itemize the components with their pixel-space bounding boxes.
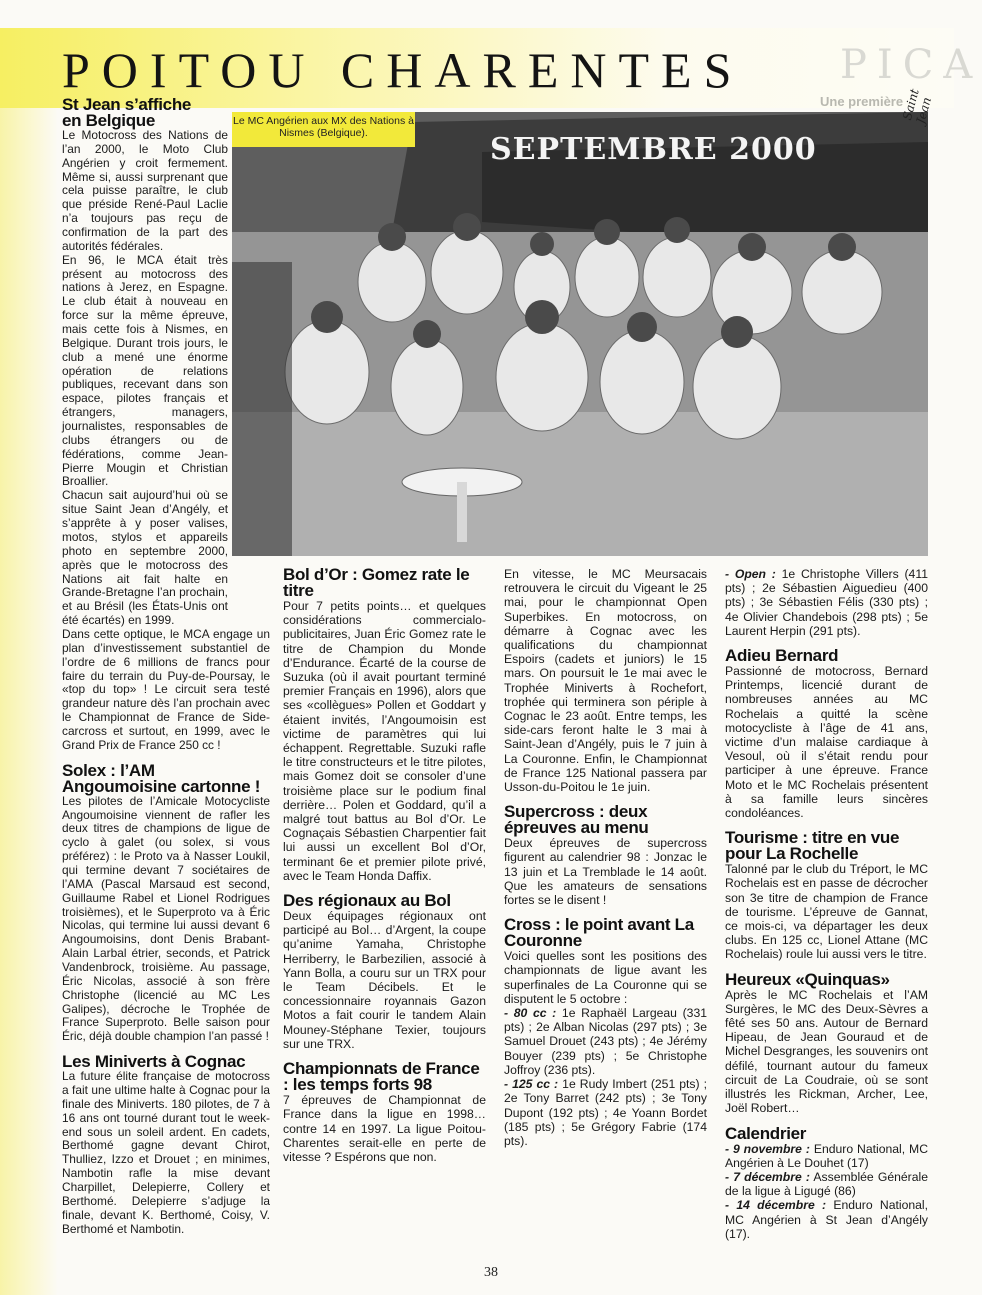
st-jean-para-1: Le Motocross des Nations de l’an 2000, le Moto Club Angérien y croit fermement. Même si, aussi surprenant que cela puisse paraître, le club que préside René-Paul Laclie n’a toujours pas reçu de confirmation de la part des autorités fédérales. xyxy=(62,128,228,253)
cross-open-body: 1e Christophe Villers (411 pts) ; 2e Sébastien Aiguedieu (400 pts) ; 3e Sébastien Félis (330 pts) ; 4e Olivier Chandebois (298 pts) ; 5e Laurent Herpin (291 pts). xyxy=(725,567,928,638)
cross-80cc-body: 1e Raphaël Largeau (331 pts) ; 2e Alban Nicolas (297 pts) ; 3e Samuel Drouet (243 pts) ; 4e Jérémy Bouyer (239 pts) ; 5e Christophe Joffroy (236 pts). xyxy=(504,1006,708,1077)
ghost-next-page-title: PICA xyxy=(840,42,982,88)
team-photo-illustration xyxy=(232,112,928,556)
calendrier-event-3-body: Enduro National, MC Angérien à St Jean d’Angély (17). xyxy=(725,1198,928,1241)
championnats-body-2: En vitesse, le MC Meursacais retrouvera le circuit du Vigeant le 25 mai, pour le championnat Open Superbikes. En motocross, on démarre à Cognac avec les qualifications du championnat Espoirs (cadets et juniors) le 15 mars. On poursuit le 1e mai avec le Trophée Miniverts à Rochefort, trophée qui terminera son périple à Cognac le 23 août. Entre temps, les side-cars feront halte le 3 mai à Saint-Jean d’Angély, puis le 7 juin à La Couronne. Enfin, le Championnat de France 125 National passera par Usson-du-Poitou le 1e juin. xyxy=(504,567,707,795)
column-1 xyxy=(62,97,270,1236)
calendrier-event-1-date: - 9 novembre : xyxy=(725,1141,810,1156)
st-jean-para-2: En 96, le MCA était très présent au motocross des nations à Jerez, en Espagne. Le club était à nouveau en force sur la même épreuve, mais cette fois à Nismes, en Belgique. Durant trois jours, le club a mené une énorme opération de relations publiques, recevant dans son espace, pilotes français et étrangers, managers, journalistes, responsables de clubs étrangers ou de fédérations, comme Jean-Pierre Mougin et Christian Broallier. xyxy=(62,252,228,489)
heading-solex: Solex : l’AM Angoumoisine cartonne ! xyxy=(62,760,261,796)
calendrier-event-2 xyxy=(725,1170,928,1198)
column-3 xyxy=(504,567,707,1148)
cross-125cc-label: - 125 cc : xyxy=(504,1077,559,1092)
heading-miniverts: Les Miniverts à Cognac xyxy=(62,1052,246,1072)
calendrier-event-2-date: - 7 décembre : xyxy=(725,1169,810,1184)
heading-cross: Cross : le point avant La Couronne xyxy=(504,915,694,951)
solex-body: Les pilotes de l’Amicale Motocycliste Angoumoisine viennent de rafler les deux titres de champions de ligue de cyclo à galet (ou solex, si vous préférez) : le Proto va à Nasser Loukil, qui termine devant 7 sociétaires de l’AMA (Pascal Marsaud est second, Guillaume Rabel et Lionel Rodrigues troisièmes), et le Superproto va à Éric Nicolas, qui termine lui aussi devant 6 Angoumoisins, dont Denis Brabant-Alain Larbal étrier, seconds, et Patrick Vandenbrock, troisième. Au passage, Éric Nicolas, associé à son frère Christophe (licencié au MC Les Galipes), décroche le Trophée de France Superproto. Belle saison pour Éric, déjà double champion l’an passé ! xyxy=(62,793,270,1044)
page-title: POITOU CHARENTES xyxy=(62,42,744,98)
cross-80cc xyxy=(504,1006,707,1077)
st-jean-para-4: Dans cette optique, le MCA engage un plan d’investissement substantiel de l’ordre de 6 millions de francs pour faire du terrain du Puy-de-Poursay, le «top du top» ! Le circuit sera testé grandeur nature dès l’an prochain avec le Championnat de France de Side-carcross et surtout, en 1999, avec le Grand Prix de France 250 cc ! xyxy=(62,626,270,752)
column-4 xyxy=(725,567,928,1241)
heading-championnats: Championnats de France : les temps forts 98 xyxy=(283,1059,480,1095)
st-jean-para-3: Chacun sait aujourd’hui où se situe Saint Jean d’Angély, et s’apprête à y poser valises, motos, stylos et appareils photo en septembre 2000, après que le motocross des Nations ait fait halte en Grande-Bretagne l’an prochain, et au Brésil (les États-Unis ont été écartés) en 1999. xyxy=(62,488,228,628)
photo-caption: Le MC Angérien aux MX des Nations à Nismes (Belgique). xyxy=(232,112,415,147)
heading-quinquas: Heureux «Quinquas» xyxy=(725,969,890,989)
calendrier-event-2-body: Assemblée Générale de la ligue à Ligugé (86) xyxy=(725,1169,928,1199)
page-number: 38 xyxy=(484,1265,498,1280)
column-2 xyxy=(283,567,486,1164)
tourisme-body: Talonné par le club du Tréport, le MC Rochelais est en passe de décrocher son 3e titre de champion de France de tourisme. L’épreuve de Gannat, ce mois-ci, va départager les deux clubs. En 125 cc, Lionel Attane (MC Rochelais) roule lui aussi vers le titre. xyxy=(725,862,928,962)
heading-regionaux: Des régionaux au Bol xyxy=(283,891,451,911)
calendrier-event-1-body: Enduro National, MC Angérien à Le Douhet (17) xyxy=(725,1141,928,1170)
heading-calendrier: Calendrier xyxy=(725,1123,807,1143)
calendrier-event-3-date: - 14 décembre : xyxy=(725,1198,827,1213)
cross-intro: Voici quelles sont les positions des championnats de ligue avant les superfinales de La Couronne qui se disputent le 5 octobre : xyxy=(504,949,707,1006)
team-photo xyxy=(232,112,928,556)
cross-80cc-label: - 80 cc : xyxy=(504,1006,557,1021)
heading-adieu: Adieu Bernard xyxy=(725,646,839,666)
cross-open-label: - Open : xyxy=(725,567,776,581)
calendrier-event-3 xyxy=(725,1198,928,1241)
regionaux-body: Deux équipages régionaux ont participé au Bol… d’Argent, la coupe qu’anime Yamaha, Christophe Herriberry, le Barbezilien, associé à Yann Bolla, a couru sur un TRX pour le Team Décibels. Et le concessionnaire royannais Gazon Motos a fait courir le tandem Alain Mouney-Stéphane Texier, toujours sur une TRX. xyxy=(283,909,486,1051)
heading-supercross: Supercross : deux épreuves au menu xyxy=(504,802,649,838)
photo-banner-text: SEPTEMBRE 2000 xyxy=(490,132,817,167)
left-color-strip xyxy=(0,108,58,1295)
heading-st-jean: St Jean s’affiche en Belgique xyxy=(62,95,192,130)
heading-tourisme: Tourisme : titre en vue pour La Rochelle xyxy=(725,828,900,864)
quinquas-body: Après le MC Rochelais et l’AM Surgères, le MC des Deux-Sèvres a fêté ses 50 ans. Autour de Bernard Hipeau, de Jean Gouraud et de Michel Desgranges, les souvenirs ont défilé, tournant autour du fameux circuit de La Coudraie, où se sont illustrés les Rickman, Archer, Lee, Joël Robert… xyxy=(725,987,928,1116)
supercross-body: Deux épreuves de supercross figurent au calendrier 98 : Jonzac le 13 juin et La Tremblade le 14 août. Que les amateurs de sensations fortes se le disent ! xyxy=(504,836,707,908)
cross-125cc-body: 1e Rudy Imbert (251 pts) ; 2e Tony Barret (242 pts) ; 3e Tony Dupont (192 pts) ; 4e Yoann Bordet (185 pts) ; 5e Grégory Fabrie (174 pts). xyxy=(504,1077,707,1148)
calendrier-event-1 xyxy=(725,1142,928,1170)
photo-signature: Saint Jean xyxy=(900,87,934,126)
bol-dor-body: Pour 7 petits points… et quelques considérations commercialo-publicitaires, Juan Éric Gomez rate le titre de Champion du Monde d’Endurance. Écarté de la course de Suzuka (où il avait pourtant terminé premier Français en 1996), alors que ses «collègues» Pollen et Goddart y étaient invités, l’Angoumoisin est victime de paramètres qui lui échappent. Regrettable. Suzuki rafle le titre constructeurs et le titre pilotes, mais Gomez doit se consoler d’une troisième place sur le podium final derrière… Polen et Goddard, qu’il a malgré tout battus au Bol d’Or. Le Cognaçais Sébastien Charpentier fait lui aussi un excellent Bol d’Or, terminant 6e et premier pilote privé, avec le Team Honda Daffix. xyxy=(283,599,486,883)
adieu-body: Passionné de motocross, Bernard Printemps, licencié durant de nombreuses années au MC Rochelais a quitté la scène motocycliste à l’âge de 41 ans, victime d’un malaise cardiaque à Vesoul, où il s’était rendu pour participer à une épreuve. France Moto et le MC Rochelais présentent à sa famille leurs sincères condoléances. xyxy=(725,664,928,821)
championnats-body: 7 épreuves de Championnat de France dans la ligue en 1998… contre 14 en 1997. La ligue Poitou-Charentes serait-elle en perte de vitesse ? Espérons que non. xyxy=(283,1093,486,1164)
ghost-next-page-subtitle: Une première xyxy=(820,94,904,109)
cross-open xyxy=(725,567,928,638)
miniverts-body: La future élite française de motocross a fait une ultime halte à Cognac pour la finale des Miniverts. 180 pilotes, de 7 à 16 ans ont tourné durant tout le week-end sous un soleil ardent. En cadets, Berthomé gagne devant Chirot, Thulliez, Izzo et Drouet ; en minimes, Nambotin rafle la mise devant Charpillet, Delepierre, Collery et Berthomé. Delepierre s’adjuge la finale, devant K. Berthomé, Coisy, V. Berthomé et Nambotin. xyxy=(62,1069,270,1236)
cross-125cc xyxy=(504,1077,707,1148)
heading-bol-dor: Bol d’Or : Gomez rate le titre xyxy=(283,565,470,600)
